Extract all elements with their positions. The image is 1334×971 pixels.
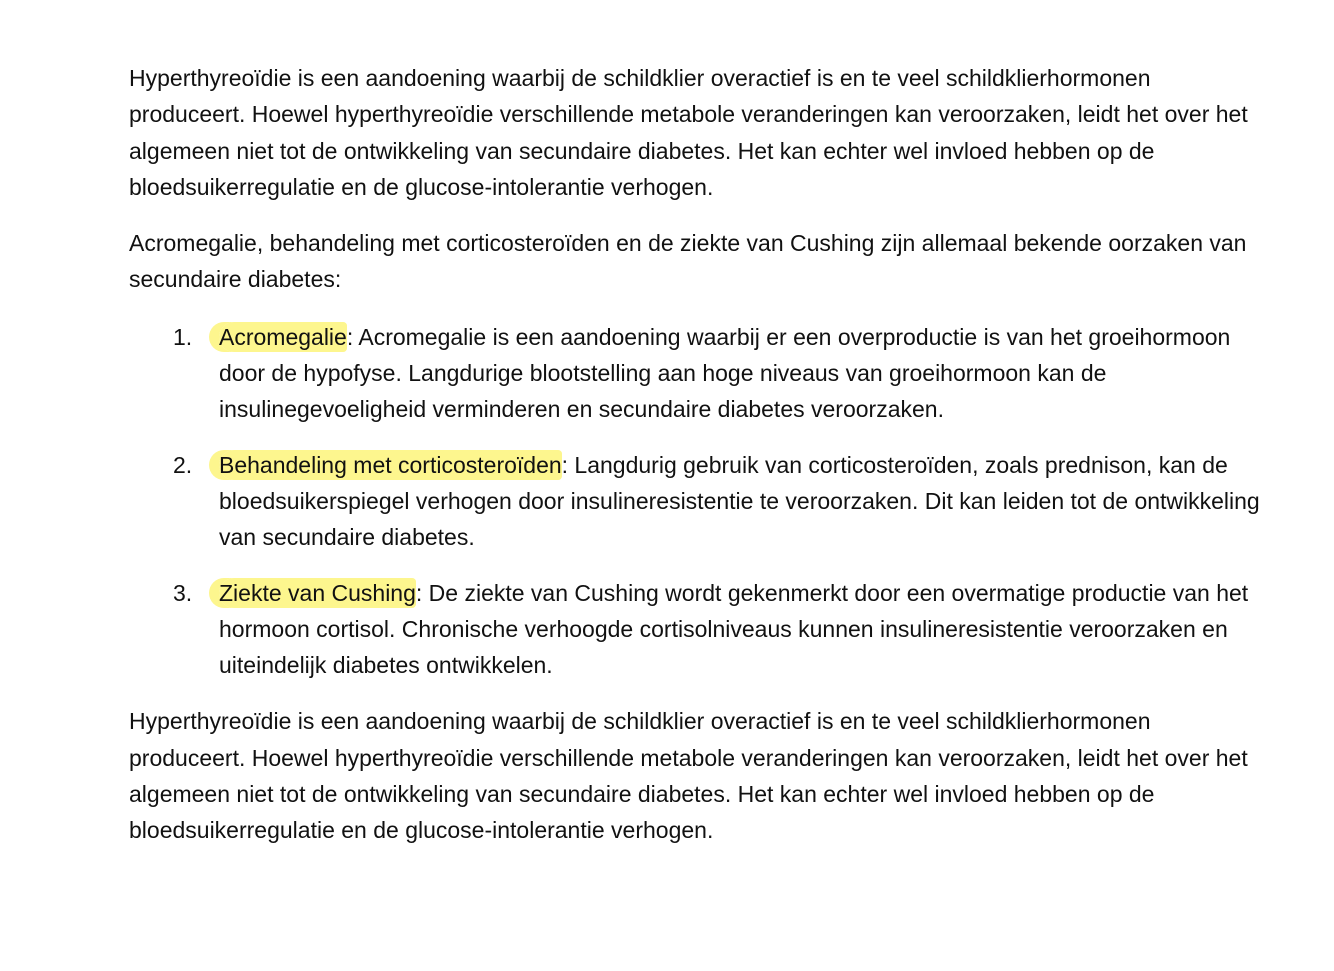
list-number: 2. [173, 451, 193, 478]
highlighted-term: Behandeling met corticosteroïden [219, 451, 562, 478]
list-item-text: : Langdurig gebruik van corticosteroïden, zoals prednison, kan de bloedsuikerspiegel verhogen door insulineresistentie te veroorzaken. Dit kan leiden tot de ontwikkeling van secundaire diabetes. [219, 451, 1260, 551]
list-item-text: : De ziekte van Cushing wordt gekenmerkt door een overmatige productie van het hormoon cortisol. Chronische verhoogde cortisolniveaus kunnen insulineresistentie veroorzaken en uiteindelijk diabetes ontwikkelen. [219, 579, 1249, 679]
highlighted-term: Acromegalie [219, 323, 347, 350]
list-item [129, 319, 1269, 428]
list-item-text: : Acromegalie is een aandoening waarbij er een overproductie is van het groeihormoon door de hypofyse. Langdurige blootstelling aan hoge niveaus van groeihormoon kan de insulinegevoeligheid verminderen en secundaire diabetes veroorzaken. [219, 323, 1231, 423]
closing-paragraph: Hyperthyreoïdie is een aandoening waarbij de schildklier overactief is en te veel schildklierhormonen produceert. Hoewel hyperthyreoïdie verschillende metabole veranderingen kan veroorzaken, leidt het over het algemeen niet tot de ontwikkeling van secundaire diabetes. Het kan echter wel invloed hebben op de bloedsuikerregulatie en de glucose-intolerantie verhogen. [129, 708, 1248, 844]
lead-paragraph: Acromegalie, behandeling met corticosteroïden en de ziekte van Cushing zijn allemaal bekende oorzaken van secundaire diabetes: [129, 230, 1247, 293]
highlighted-term: Ziekte van Cushing [219, 579, 416, 606]
intro-paragraph: Hyperthyreoïdie is een aandoening waarbij de schildklier overactief is en te veel schildklierhormonen produceert. Hoewel hyperthyreoïdie verschillende metabole veranderingen kan veroorzaken, leidt het over het algemeen niet tot de ontwikkeling van secundaire diabetes. Het kan echter wel invloed hebben op de bloedsuikerregulatie en de glucose-intolerantie verhogen. [129, 65, 1248, 200]
causes-list [129, 319, 1269, 684]
list-number: 1. [173, 323, 193, 350]
list-number: 3. [173, 579, 193, 606]
list-item [129, 575, 1269, 684]
document-page [129, 60, 1269, 849]
list-item [129, 447, 1269, 556]
